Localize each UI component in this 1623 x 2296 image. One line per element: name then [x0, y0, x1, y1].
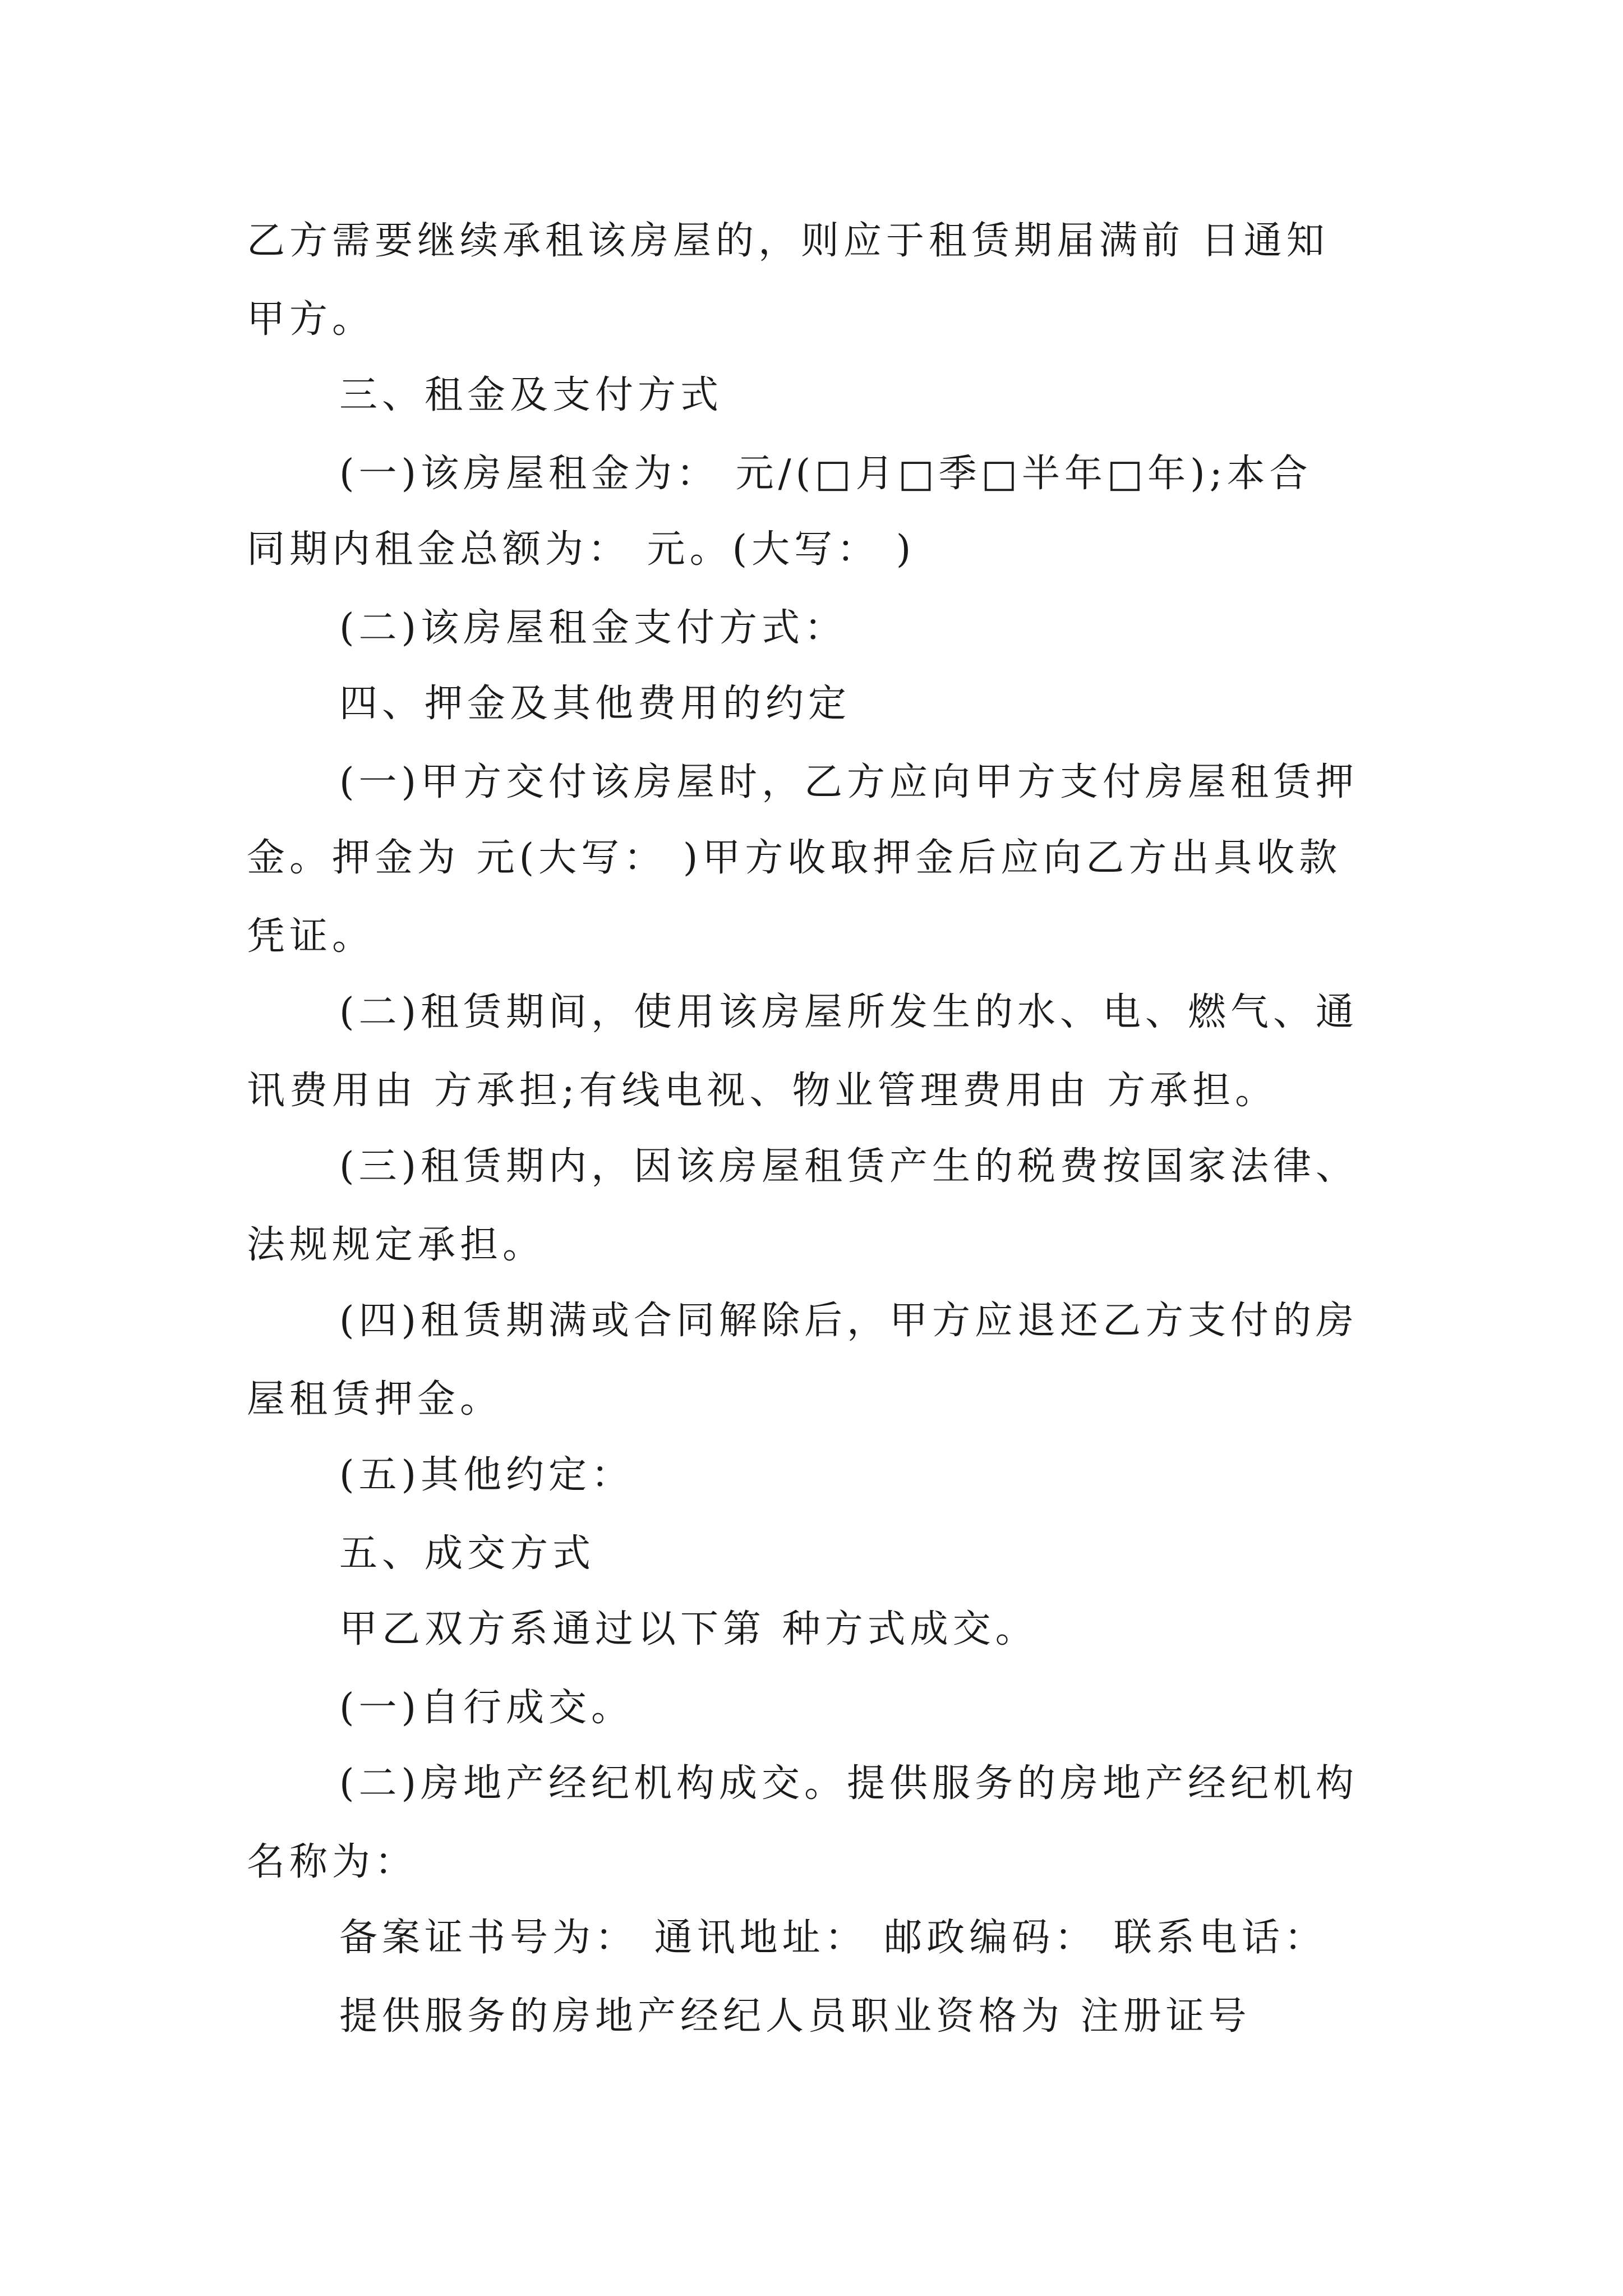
text-line: (一)自行成交。 [339, 1686, 634, 1730]
text-line: (一)该房屋租金为： 元/(□月□季□半年□年);本合 [339, 452, 1312, 496]
text-line: (二)租赁期间，使用该房屋所发生的水、电、燃气、通 [339, 990, 1359, 1034]
text-line: 金。押金为 元(大写： )甲方收取押金后应向乙方出具收款 [247, 836, 1342, 880]
text-line: 甲乙双方系通过以下第 种方式成交。 [339, 1607, 1038, 1651]
text-line: 讯费用由 方承担;有线电视、物业管理费用由 方承担。 [247, 1069, 1278, 1113]
text-line: (三)租赁期内，因该房屋租赁产生的税费按国家法律、 [339, 1144, 1359, 1189]
section-heading: 三、租金及支付方式 [339, 373, 723, 417]
text-line: 法规规定承担。 [247, 1223, 546, 1267]
text-line: (二)房地产经纪机构成交。提供服务的房地产经纪机构 [339, 1761, 1359, 1806]
text-line: 同期内租金总额为： 元。(大写： ) [247, 527, 916, 572]
text-line: 屋租赁押金。 [247, 1377, 503, 1421]
text-line: 备案证书号为： 通讯地址： 邮政编码： 联系电话： [339, 1916, 1327, 1960]
text-line: (一)甲方交付该房屋时，乙方应向甲方支付房屋租赁押 [339, 760, 1359, 804]
section-heading: 五、成交方式 [339, 1531, 596, 1576]
section-heading: 四、押金及其他费用的约定 [339, 682, 851, 726]
text-line: 提供服务的房地产经纪人员职业资格为 注册证号 [339, 1994, 1251, 2039]
text-line: 乙方需要继续承租该房屋的，则应于租赁期届满前 日通知 [247, 219, 1329, 263]
text-line: 甲方。 [247, 297, 375, 342]
text-line: (五)其他约定： [339, 1453, 634, 1497]
text-line: 名称为： [247, 1840, 418, 1884]
text-line: 凭证。 [247, 914, 375, 959]
text-line: (二)该房屋租金支付方式： [339, 606, 847, 650]
text-line: (四)租赁期满或合同解除后，甲方应退还乙方支付的房 [339, 1299, 1359, 1343]
